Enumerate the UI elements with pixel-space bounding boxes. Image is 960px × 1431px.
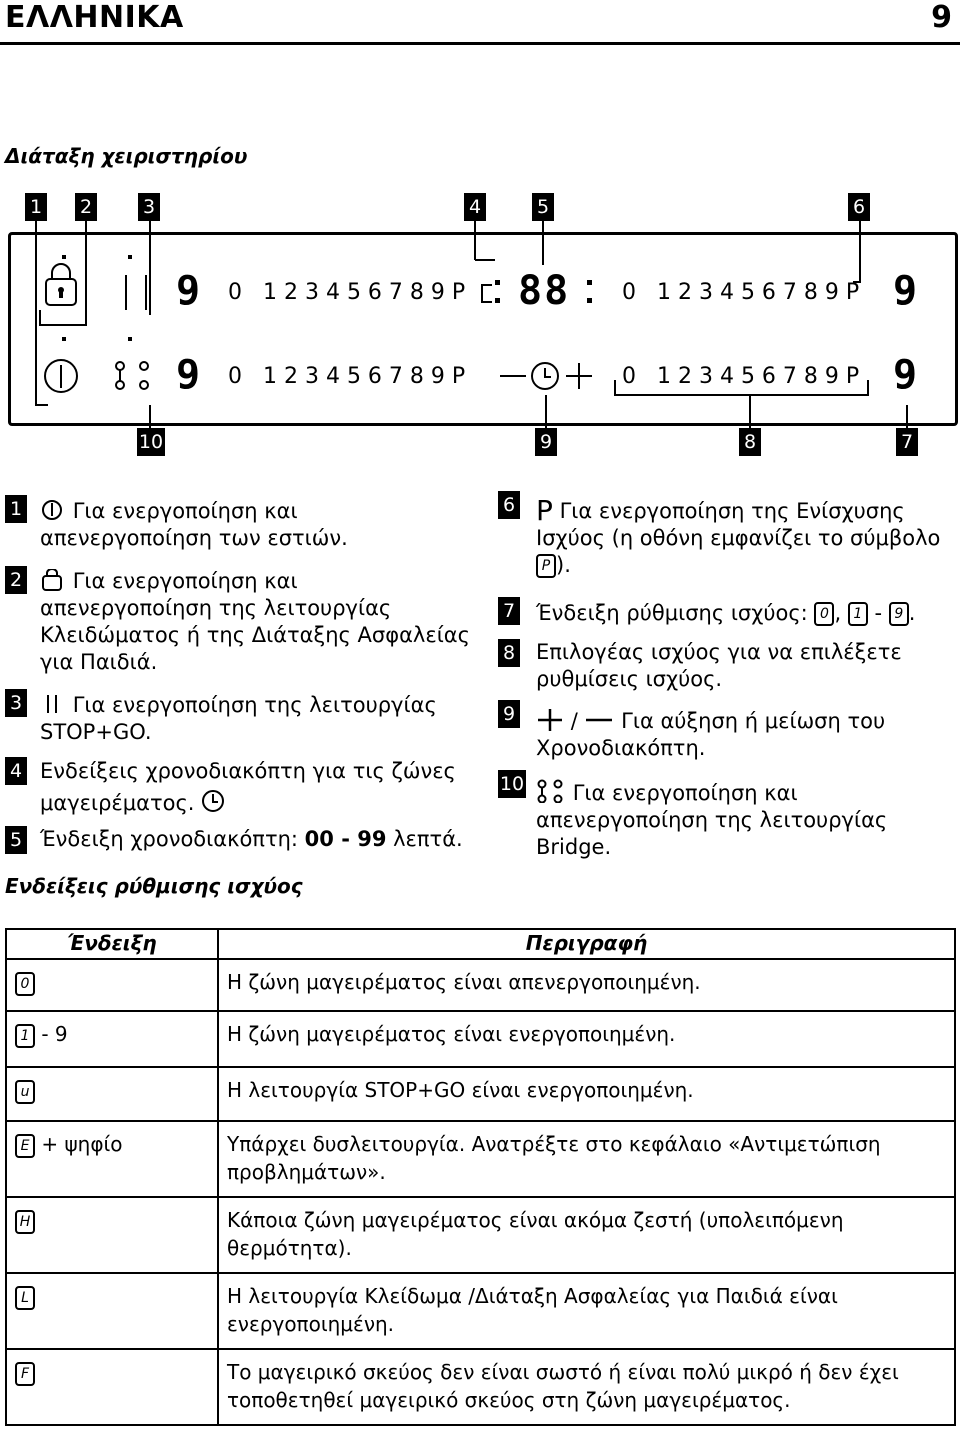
page-header-title: ΕΛΛΗΝΙΚΑ: [5, 0, 184, 35]
legend-num-5: 5: [5, 826, 27, 854]
legend-slash: /: [570, 709, 578, 733]
power-scale-bottom-right: 0 1 2 3 4 5 6 7 8 9 P: [622, 364, 860, 389]
bridge-icon: [116, 362, 124, 370]
timer-plus-icon: [536, 709, 564, 731]
bridge-icon: [536, 779, 566, 803]
legend-num-10: 10: [498, 770, 526, 798]
timer-display: 88: [518, 268, 571, 314]
power-boost-icon: P: [536, 494, 553, 527]
symbol-1: 1: [848, 602, 868, 626]
control-panel-title: Διάταξη χειριστηρίου: [5, 144, 248, 168]
row-description: Το μαγειρικό σκεύος δεν είναι σωστό ή είναι πολύ μικρό ή δεν έχει τοποθετηθεί μαγειρικό σκεύος στη ζώνη μαγειρέματος.: [218, 1349, 955, 1425]
row-description: Η ζώνη μαγειρέματος είναι απενεργοποιημένη.: [218, 959, 955, 1011]
power-icon: [40, 499, 66, 521]
leader-line-1: [36, 221, 48, 405]
power-display-bottom-right: 9: [893, 352, 918, 398]
legend-num-3: 3: [5, 689, 27, 717]
legend-num-9: 9: [498, 700, 520, 728]
callout-6: 6: [848, 193, 870, 221]
col-header-display: Ένδειξη: [6, 929, 218, 959]
legend-text-9: Για αύξηση ή μείωση του Χρονοδιακόπτη.: [536, 709, 886, 760]
legend-text-5-bold: 00 - 99: [304, 827, 387, 851]
callout-4: 4: [464, 193, 486, 221]
sep-dash: -: [874, 601, 883, 625]
leader-line-6: [853, 221, 860, 282]
panel-graphics: [0, 0, 960, 470]
legend-num-2: 2: [5, 566, 27, 594]
legend-num-6: 6: [498, 491, 520, 519]
legend-item-4: [40, 755, 460, 819]
symbol-0: 0: [814, 602, 834, 626]
legend-item-6: [536, 494, 956, 579]
legend-text-2: Για ενεργοποίηση και απενεργοποίηση της λειτουργίας Κλειδώματος ή της Διάταξης Ασφαλείας για Παιδιά.: [40, 569, 470, 674]
power-display-top-right: 9: [893, 268, 918, 314]
legend-text-1: Για ενεργοποίηση και απενεργοποίηση των εστιών.: [40, 499, 348, 550]
power-display-top-left: 9: [176, 268, 201, 314]
legend-item-10: [536, 779, 956, 861]
display-symbol: 0: [15, 972, 35, 996]
legend-text-6b: ).: [556, 553, 571, 577]
timer-minus-icon: [584, 709, 614, 731]
legend-item-1: [40, 498, 380, 552]
callout-5: 5: [532, 193, 554, 221]
row-description: Η λειτουργία Κλείδωμα /Διάταξη Ασφαλείας για Παιδιά είναι ενεργοποιημένη.: [218, 1273, 955, 1349]
table-row: [6, 1273, 955, 1349]
leader-line-2: [40, 221, 86, 325]
power-scale-top-left: 0 1 2 3 4 5 6 7 8 9 P: [228, 280, 466, 305]
col-header-description: Περιγραφή: [218, 929, 955, 959]
legend-item-3: [40, 692, 470, 746]
power-scale-bottom-left: 0 1 2 3 4 5 6 7 8 9 P: [228, 364, 466, 389]
legend-item-5: [40, 826, 470, 853]
table-row: [6, 1197, 955, 1273]
legend-text-6a: Για ενεργοποίηση της Ενίσχυσης Ισχύος (η οθόνη εμφανίζει το σύμβολο: [536, 499, 941, 550]
callout-1: 1: [25, 193, 47, 221]
callout-3: 3: [138, 193, 160, 221]
table-row: [6, 1349, 955, 1425]
display-extra: + ψηφίο: [41, 1132, 123, 1156]
callout-10: 10: [137, 428, 165, 456]
symbol-9: 9: [889, 602, 909, 626]
display-symbol: F: [15, 1362, 35, 1386]
legend-num-4: 4: [5, 757, 27, 785]
legend-num-8: 8: [498, 639, 520, 667]
power-scale-top-right: 0 1 2 3 4 5 6 7 8 9 P: [622, 280, 860, 305]
table-header-row: [6, 929, 955, 959]
power-levels-table: [5, 928, 956, 1426]
sep-comma: ,: [834, 601, 842, 625]
display-symbol: H: [15, 1210, 35, 1234]
display-extra: - 9: [41, 1022, 68, 1046]
power-levels-title: Ενδείξεις ρύθμισης ισχύος: [5, 874, 303, 898]
timer-clock-icon: [201, 789, 227, 813]
row-description: Υπάρχει δυσλειτουργία. Ανατρέξτε στο κεφάλαιο «Αντιμετώπιση προβλημάτων».: [218, 1121, 955, 1197]
display-symbol: u: [15, 1080, 35, 1104]
display-symbol: L: [15, 1286, 35, 1310]
legend-num-1: 1: [5, 495, 27, 523]
legend-item-7: [536, 600, 956, 627]
table-row: [6, 1011, 955, 1067]
callout-7: 7: [896, 428, 918, 456]
page-number: 9: [931, 0, 952, 35]
display-symbol: 1: [15, 1024, 35, 1048]
row-description: Η ζώνη μαγειρέματος είναι ενεργοποιημένη.: [218, 1011, 955, 1067]
legend-text-3: Για ενεργοποίηση της λειτουργίας STOP+GO.: [40, 693, 437, 744]
sep-period: .: [908, 601, 916, 625]
legend-item-2: [40, 568, 470, 676]
legend-text-5b: λεπτά.: [386, 827, 463, 851]
callout-2: 2: [75, 193, 97, 221]
legend-text-5a: Ένδειξη χρονοδιακόπτη:: [40, 827, 305, 851]
power-boost-symbol: P: [536, 554, 556, 578]
callout-8: 8: [739, 428, 761, 456]
display-symbol: E: [15, 1134, 35, 1158]
legend-num-7: 7: [498, 597, 520, 625]
table-row: [6, 959, 955, 1011]
legend-item-8: Επιλογέας ισχύος για να επιλέξετε ρυθμίσεις ισχύος.: [536, 640, 902, 691]
legend-text-10: Για ενεργοποίηση και απενεργοποίηση της λειτουργίας Bridge.: [536, 781, 888, 859]
row-description: Η λειτουργία STOP+GO είναι ενεργοποιημένη.: [218, 1067, 955, 1121]
table-row: [6, 1121, 955, 1197]
table-row: [6, 1067, 955, 1121]
row-description: Κάποια ζώνη μαγειρέματος είναι ακόμα ζεστή (υπολειπόμενη θερμότητα).: [218, 1197, 955, 1273]
stop-go-icon: [40, 693, 66, 715]
legend-item-9: [536, 708, 956, 762]
legend-text-7: Ένδειξη ρύθμισης ισχύος:: [536, 601, 808, 625]
callout-9: 9: [535, 428, 557, 456]
power-display-bottom-left: 9: [176, 352, 201, 398]
legend-text-4: Ενδείξεις χρονοδιακόπτη για τις ζώνες μαγειρέματος.: [40, 759, 456, 815]
lock-icon: [40, 569, 66, 591]
